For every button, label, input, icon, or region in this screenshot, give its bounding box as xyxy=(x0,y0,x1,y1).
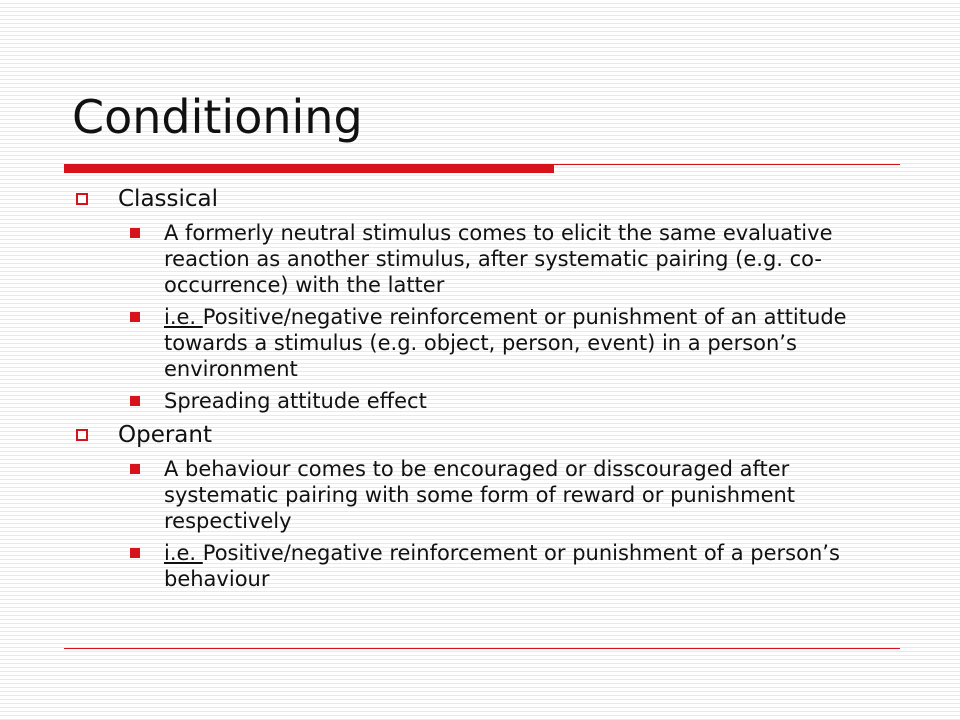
bullet-item xyxy=(72,388,892,414)
section-heading-operant xyxy=(72,420,892,450)
bullet-text: Spreading attitude effect xyxy=(164,389,427,413)
hollow-square-bullet-icon xyxy=(76,429,88,441)
square-bullet-icon xyxy=(130,312,140,322)
bullet-text: A behaviour comes to be encouraged or disscouraged after systematic pairing with some form of reward or punishment respectively xyxy=(164,457,796,533)
title-accent-bar xyxy=(64,164,554,173)
bullet-item xyxy=(72,540,892,592)
slide-content xyxy=(72,184,892,592)
footer-divider-line xyxy=(64,648,900,649)
bullet-item xyxy=(72,220,892,298)
section-heading-classical xyxy=(72,184,892,214)
bullet-item xyxy=(72,304,892,382)
bullet-text: A formerly neutral stimulus comes to elicit the same evaluative reaction as another stimulus, after systematic pairing (e.g. co-occurrence) with the latter xyxy=(164,221,833,297)
hollow-square-bullet-icon xyxy=(76,193,88,205)
section-heading-text: Classical xyxy=(118,186,219,212)
bullet-item xyxy=(72,456,892,534)
section-heading-text: Operant xyxy=(118,422,212,448)
bullet-text: Positive/negative reinforcement or punishment of a person’s behaviour xyxy=(164,541,840,591)
square-bullet-icon xyxy=(130,464,140,474)
slide-title: Conditioning xyxy=(72,90,363,144)
square-bullet-icon xyxy=(130,396,140,406)
square-bullet-icon xyxy=(130,548,140,558)
bullet-lead-ie: i.e. xyxy=(164,541,203,565)
square-bullet-icon xyxy=(130,228,140,238)
bullet-lead-ie: i.e. xyxy=(164,305,203,329)
bullet-text: Positive/negative reinforcement or punishment of an attitude towards a stimulus (e.g. object, person, event) in a person’s environment xyxy=(164,305,847,381)
